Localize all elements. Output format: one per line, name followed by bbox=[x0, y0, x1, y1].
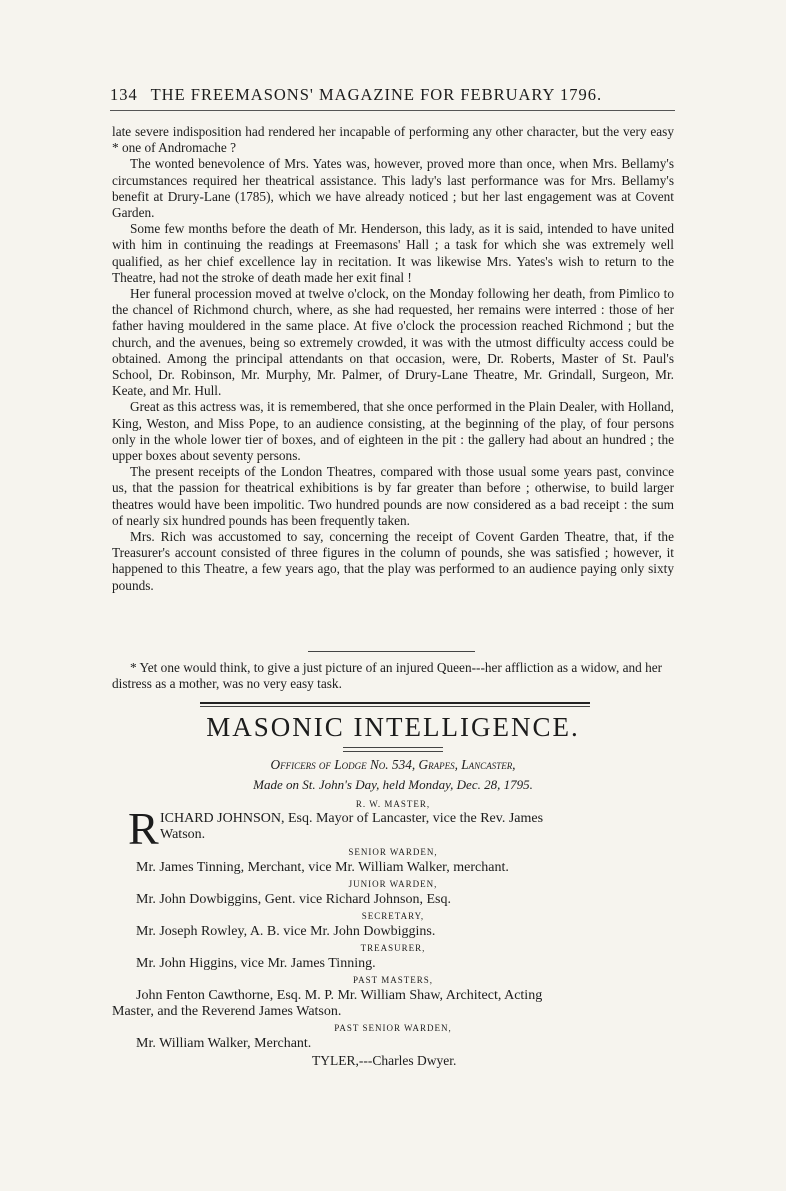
page-number: 134 bbox=[110, 85, 138, 104]
paragraph: late severe indisposition had rendered her incapable of performing any other character, but the very easy * one of Andromache ? bbox=[112, 124, 674, 156]
office-title: JUNIOR WARDEN, bbox=[348, 879, 438, 889]
office-holder: Mr. John Higgins, vice Mr. James Tinning. bbox=[136, 956, 376, 971]
office-title: PAST MASTERS, bbox=[352, 975, 434, 985]
paragraph: Some few months before the death of Mr. Henderson, this lady, as it is said, intended to have united with him in continuing the readings at Freemasons' Hall ; a task for which she was extremely well qualified, as her chief excellence lay in recitation. It was likewise Mrs. Yates's wish to return to the Theatre, had not the stroke of death made her exit final ! bbox=[112, 221, 674, 285]
section-rule bbox=[200, 706, 590, 707]
paragraph: Her funeral procession moved at twelve o'clock, on the Monday following her death, from Pimlico to the chancel of Richmond church, where, as she had requested, her remains were interred : those of her father having mouldered in the same place. At five o'clock the procession reached Richmond ; but the church, and the avenues, being so extremely crowded, it was with the utmost difficulty access could be obtained. Among the principal attendants on that occasion, were, Dr. Roberts, Master of St. Paul's School, Dr. Robinson, Mr. Murphy, Mr. Palmer, of Drury-Lane Theatre, Mr. Grindall, Surgeon, Mr. Keate, and Mr. Hull. bbox=[112, 286, 674, 399]
heading-rule bbox=[343, 751, 443, 752]
tyler-line: TYLER,---Charles Dwyer. bbox=[312, 1053, 457, 1068]
office-title: PAST SENIOR WARDEN, bbox=[334, 1023, 452, 1033]
running-title: THE FREEMASONS' MAGAZINE FOR FEBRUARY 1796. bbox=[150, 85, 603, 104]
footnote: * Yet one would think, to give a just picture of an injured Queen---her affliction as a widow, and her distress as a mother, was no very easy task. bbox=[112, 660, 663, 692]
paragraph: Great as this actress was, it is remembered, that she once performed in the Plain Dealer, with Holland, King, Weston, and Miss Pope, to an audience consisting, at the beginning of the play, of four persons only in the whole lower tier of boxes, and of eighteen in the pit : the gallery had about an hundred ; the upper boxes about seventy persons. bbox=[112, 399, 674, 464]
office-title: R. W. MASTER, bbox=[355, 799, 431, 809]
paragraph: The present receipts of the London Theatres, compared with those usual some years past, convince us, that the passion for theatrical exhibitions is by far greater than before ; otherwise, to build larger theatres would have been impolitic. Two hundred pounds are now considered as a bad receipt : the sum of nearly six hundred pounds has been frequently taken. bbox=[112, 464, 674, 528]
office-title: SECRETARY, bbox=[361, 911, 425, 921]
office-holder: Watson. bbox=[160, 827, 206, 842]
paragraph: Mrs. Rich was accustomed to say, concerning the receipt of Covent Garden Theatre, that, if the Treasurer's account consisted of three figures in the column of pounds, she was satisfied ; however, it happened to this Theatre, a few years ago, that the play was performed to an audience paying only sixty pounds. bbox=[112, 529, 674, 593]
footnote-rule bbox=[308, 651, 475, 652]
article-body bbox=[112, 124, 674, 594]
office-title: TREASURER, bbox=[360, 943, 426, 953]
header-rule bbox=[110, 110, 675, 111]
heading-rule bbox=[343, 747, 443, 748]
date-line: Made on St. John's Day, held Monday, Dec. 28, 1795. bbox=[253, 777, 533, 792]
office-holder: Mr. John Dowbiggins, Gent. vice Richard Johnson, Esq. bbox=[136, 892, 451, 907]
drop-cap: R bbox=[128, 803, 159, 854]
office-holder: Mr. James Tinning, Merchant, vice Mr. William Walker, merchant. bbox=[136, 860, 509, 875]
office-holder: John Fenton Cawthorne, Esq. M. P. Mr. William Shaw, Architect, Acting bbox=[136, 988, 543, 1003]
paragraph: The wonted benevolence of Mrs. Yates was, however, proved more than once, when Mrs. Bellamy's circumstances required her theatrical assistance. This lady's last performance was for Mrs. Bellamy's benefit at Drury-Lane (1785), which we have already noticed ; but her last engagement was at Covent Garden. bbox=[112, 156, 674, 221]
office-holder: ICHARD JOHNSON, Esq. Mayor of Lancaster, vice the Rev. James bbox=[160, 811, 544, 826]
lodge-line: Officers of Lodge No. 534, Grapes, Lancaster, bbox=[270, 757, 516, 772]
office-holder: Mr. Joseph Rowley, A. B. vice Mr. John Dowbiggins. bbox=[136, 924, 436, 939]
section-heading: MASONIC INTELLIGENCE. bbox=[206, 712, 580, 742]
section-rule bbox=[200, 702, 590, 704]
running-header bbox=[110, 85, 670, 105]
office-title: SENIOR WARDEN, bbox=[348, 847, 438, 857]
office-holder: Master, and the Reverend James Watson. bbox=[112, 1004, 342, 1019]
office-holder: Mr. William Walker, Merchant. bbox=[136, 1036, 312, 1051]
